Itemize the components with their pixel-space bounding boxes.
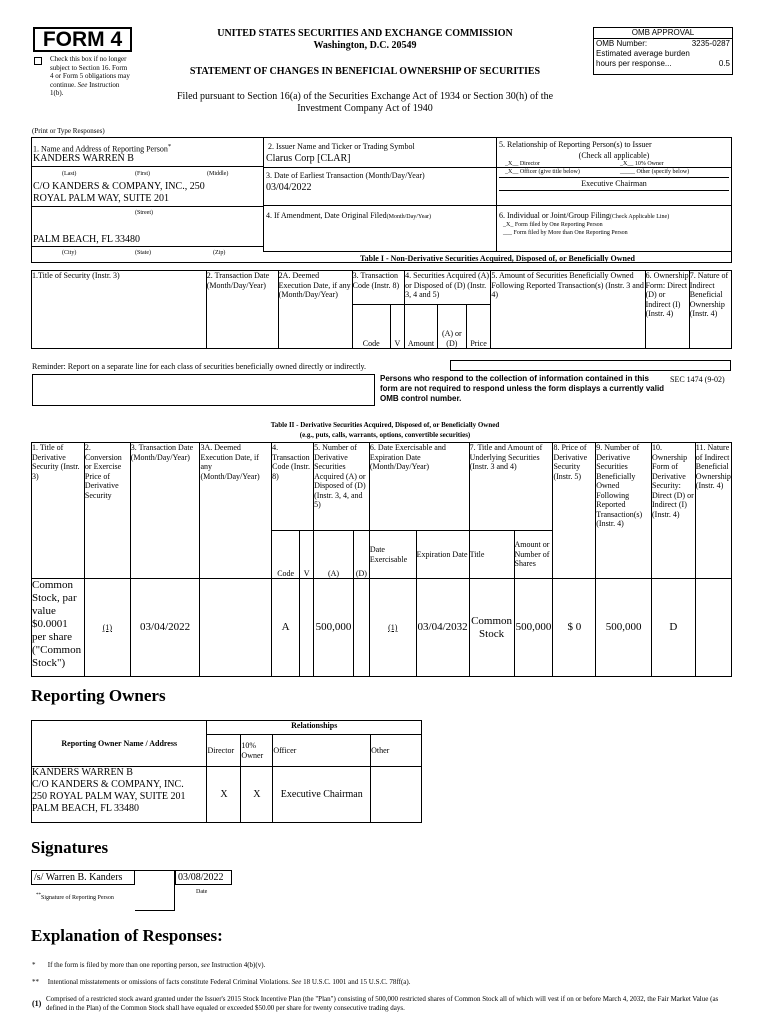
t2-row-title: Common Stock <box>469 579 514 677</box>
agency-name: UNITED STATES SECURITIES AND EXCHANGE COMMISSION <box>217 28 513 39</box>
t2-row-date: 03/04/2022 <box>130 579 200 677</box>
director-check: _X__ Director <box>505 161 540 167</box>
reminder-box <box>450 360 731 371</box>
t2-row-nature <box>695 579 731 677</box>
t2-sub-code: Code <box>272 531 300 579</box>
ro-ten-val: X <box>241 767 273 823</box>
ro-relationships: Relationships <box>207 721 422 735</box>
form-title-box <box>33 27 132 52</box>
officer-check: _X__ Officer (give title below) <box>505 169 580 175</box>
filed-pursuant-line2: Investment Company Act of 1940 <box>297 103 433 114</box>
filed-pursuant-line1: Filed pursuant to Section 16(a) of the Securities Exchange Act of 1934 or Section 30(h) of the <box>176 91 554 102</box>
print-type-note: (Print or Type Responses) <box>32 127 105 135</box>
underline <box>31 166 263 167</box>
box5-label: 5. Relationship of Reporting Person(s) to Issuer <box>499 140 652 149</box>
t2-col-nature: 11. Nature of Indirect Beneficial Ownership (Instr. 4) <box>695 443 731 579</box>
street-caption: (Street) <box>135 210 153 216</box>
ro-col-other: Other <box>371 735 422 767</box>
city-caption: (City) <box>62 250 77 256</box>
ro-owner: KANDERS WARREN B C/O KANDERS & COMPANY, INC. 250 ROYAL PALM WAY, SUITE 201 PALM BEACH, FL 33480 <box>32 767 207 823</box>
omb-burden-label: Estimated average burden <box>596 49 690 58</box>
divider <box>263 205 732 206</box>
agency-location: Washington, D.C. 20549 <box>313 40 417 51</box>
multi-person-filing: ___ Form filed by More than One Reporting Person <box>503 230 628 236</box>
ro-col-ten: 10% Owner <box>241 735 273 767</box>
checkbox-instructions: Check this box if no longer subject to Section 16. Form 4 or Form 5 obligations may continue. See Instruction 1(b). <box>50 55 130 97</box>
omb-title: OMB APPROVAL <box>594 28 732 39</box>
divider <box>263 251 732 252</box>
t1-sub-amount: Amount <box>405 305 438 349</box>
t2-row-v <box>300 579 314 677</box>
box5-sub: (Check all applicable) <box>578 151 650 160</box>
divider <box>496 137 497 251</box>
t2-col-number: 5. Number of Derivative Securities Acquired (A) or Disposed of (D) (Instr. 3, 4, and 5) <box>314 443 370 531</box>
t1-col-acquired: 4. Securities Acquired (A) or Disposed of (D) (Instr. 3, 4 and 5) <box>405 271 491 305</box>
t2-row-security: Common Stock, par value $0.0001 per share ("Common Stock") <box>32 579 85 677</box>
footnote-double-star: ** Intentional misstatements or omissions of facts constitute Federal Criminal Violations. See 18 U.S.C. 1001 and 15 U.S.C. 78ff(a). <box>32 978 411 986</box>
signature-date: 03/08/2022 <box>178 872 224 883</box>
t2-col-date: 3. Transaction Date (Month/Day/Year) <box>130 443 200 579</box>
signature-blank <box>135 870 175 911</box>
t2-col-form: 10. Ownership Form of Derivative Security: Direct (D) or Indirect (I) (Instr. 4) <box>652 443 696 579</box>
t2-col-deemed: 3A. Deemed Execution Date, if any (Month/Day/Year) <box>200 443 272 579</box>
issuer-name: Clarus Corp [CLAR] <box>266 153 351 164</box>
t2-row-owned: 500,000 <box>596 579 652 677</box>
t2-col-price: 8. Price of Derivative Security (Instr. 5) <box>553 443 596 579</box>
t2-sub-exp: Expiration Date <box>416 531 469 579</box>
t2-row-deemed <box>200 579 272 677</box>
t2-col-exercisable: 6. Date Exercisable and Expiration Date (Month/Day/Year) <box>369 443 469 531</box>
footnote-1: (1) Comprised of a restricted stock award granted under the Issuer's 2015 Stock Incentive Plan (the "Plan") consisting of 500,000 restricted shares of Common Stock all of which will vest if on or before March 4, 2032, the Fair Market Value (as defined in the Plan) of the Common Stock shall have equaled or exceeded $50.00 per share for twenty consecutive trading days. <box>32 995 719 1012</box>
blank-box <box>32 374 375 406</box>
reporting-person-address1: C/O KANDERS & COMPANY, INC., 250 <box>33 181 205 192</box>
reminder-text: Reminder: Report on a separate line for each class of securities beneficially owned directly or indirectly. <box>32 362 367 371</box>
table-row <box>32 767 422 823</box>
underline <box>31 206 263 207</box>
t2-col-conversion: 2. Conversion or Exercise Price of Derivative Security <box>84 443 130 579</box>
t1-sub-code: Code <box>352 305 390 349</box>
omb-hours-row: hours per response... 0.5 <box>596 59 730 68</box>
last-caption: (Last) <box>62 171 77 177</box>
t1-col-form: 6. Ownership Form: Direct (D) or Indirect (I) (Instr. 4) <box>645 271 689 349</box>
t2-row-amount: 500,000 <box>514 579 553 677</box>
state-caption: (State) <box>135 250 151 256</box>
t1-sub-v: V <box>390 305 404 349</box>
other-check: _____ Other (specify below) <box>620 169 690 175</box>
box1-label: 1. Name and Address of Reporting Person* <box>33 143 172 154</box>
omb-approval-box <box>593 27 733 75</box>
t2-sub-a: (A) <box>314 531 354 579</box>
t2-sub-title: Title <box>469 531 514 579</box>
t2-row-disposed <box>353 579 369 677</box>
t2-row-acquired: 500,000 <box>314 579 354 677</box>
divider <box>263 137 264 251</box>
reporting-owners-table <box>31 720 422 823</box>
ten-pct-check: _X__ 10% Owner <box>620 161 664 167</box>
box6-label: 6. Individual or Joint/Group Filing(Check Applicable Line) <box>499 211 670 220</box>
t2-sub-amount: Amount or Number of Shares <box>514 531 553 579</box>
form-title: FORM 4 <box>42 28 123 51</box>
signature-caption: **Signature of Reporting Person <box>36 893 114 901</box>
reporting-person-city: PALM BEACH, FL 33480 <box>33 234 141 245</box>
ro-col-officer: Officer <box>273 735 371 767</box>
sec-code: SEC 1474 (9-02) <box>670 375 725 384</box>
t1-col-date: 2. Transaction Date (Month/Day/Year) <box>206 271 278 349</box>
table1-non-derivative <box>31 270 732 349</box>
ro-director-val: X <box>207 767 241 823</box>
box4-label: 4. If Amendment, Date Original Filed(Month/Day/Year) <box>266 211 432 220</box>
persons-notice: Persons who respond to the collection of information contained in this form are not required to respond unless the form displays a currently valid OMB control number. <box>380 374 665 403</box>
t2-col-underlying: 7. Title and Amount of Underlying Securities (Instr. 3 and 4) <box>469 443 553 531</box>
table2-title: Table II - Derivative Securities Acquired, Disposed of, or Beneficially Owned <box>270 421 500 429</box>
omb-number-row: OMB Number: 3235-0287 <box>596 39 730 48</box>
ro-other-val <box>371 767 422 823</box>
earliest-transaction-date: 03/04/2022 <box>266 182 312 193</box>
reporting-person-name: KANDERS WARREN B <box>33 153 134 164</box>
ro-col-name: Reporting Owner Name / Address <box>32 721 207 767</box>
table2-derivative <box>31 442 732 677</box>
t1-col-owned: 5. Amount of Securities Beneficially Owned Following Reported Transaction(s) (Instr. 3 and 4) <box>491 271 645 349</box>
t2-row-code: A <box>272 579 300 677</box>
t2-sub-date-ex: Date Exercisable <box>369 531 416 579</box>
t1-col-nature: 7. Nature of Indirect Beneficial Ownership (Instr. 4) <box>689 271 731 349</box>
table-row <box>32 579 732 677</box>
t2-row-price: $ 0 <box>553 579 596 677</box>
t1-col-title: 1.Title of Security (Instr. 3) <box>32 271 207 349</box>
reporting-person-address2: ROYAL PALM WAY, SUITE 201 <box>33 193 170 204</box>
explanation-heading: Explanation of Responses: <box>31 926 223 945</box>
t2-sub-d: (D) <box>353 531 369 579</box>
middle-caption: (Middle) <box>207 171 229 177</box>
box3-label: 3. Date of Earliest Transaction (Month/Day/Year) <box>266 171 425 180</box>
reporting-owners-heading: Reporting Owners <box>31 686 166 705</box>
t1-col-deemed: 2A. Deemed Execution Date, if any (Month/Day/Year) <box>278 271 352 349</box>
no-longer-subject-checkbox[interactable] <box>34 57 42 75</box>
one-person-filing: _X_ Form filed by One Reporting Person <box>503 222 603 228</box>
t2-col-title: 1. Title of Derivative Security (Instr. 3) <box>32 443 85 579</box>
t1-sub-price: Price <box>466 305 491 349</box>
ro-officer-val: Executive Chairman <box>273 767 371 823</box>
zip-caption: (Zip) <box>213 250 226 256</box>
signatures-heading: Signatures <box>31 838 109 857</box>
t1-col-code: 3. Transaction Code (Instr. 8) <box>352 271 404 305</box>
t2-col-code: 4. Transaction Code (Instr. 8) <box>272 443 314 531</box>
ro-col-director: Director <box>207 735 241 767</box>
signature-value: /s/ Warren B. Kanders <box>34 872 123 883</box>
footnote-star: * If the form is filed by more than one reporting person, see Instruction 4(b)(v). <box>32 961 266 969</box>
statement-title: STATEMENT OF CHANGES IN BENEFICIAL OWNERSHIP OF SECURITIES <box>189 66 541 77</box>
officer-title: Executive Chairman <box>581 179 647 188</box>
date-caption: Date <box>196 889 208 895</box>
box2-label: 2. Issuer Name and Ticker or Trading Symbol <box>268 142 415 151</box>
underline <box>31 246 263 247</box>
underline <box>499 190 729 191</box>
t2-col-owned: 9. Number of Derivative Securities Beneficially Owned Following Reported Transaction(s) (Instr. 4) <box>596 443 652 579</box>
t2-row-exp: 03/04/2032 <box>416 579 469 677</box>
t1-sub-aord: (A) or (D) <box>437 305 466 349</box>
table2-subtitle: (e.g., puts, calls, warrants, options, convertible securities) <box>299 431 471 439</box>
table1-title: Table I - Non-Derivative Securities Acquired, Disposed of, or Beneficially Owned <box>360 254 635 263</box>
t2-row-form: D <box>652 579 696 677</box>
t2-sub-v: V <box>300 531 314 579</box>
first-caption: (First) <box>135 171 150 177</box>
underline <box>499 177 729 178</box>
t2-row-date-ex-footnote[interactable]: (1) <box>369 579 416 677</box>
t2-row-conv-footnote[interactable]: (1) <box>84 579 130 677</box>
